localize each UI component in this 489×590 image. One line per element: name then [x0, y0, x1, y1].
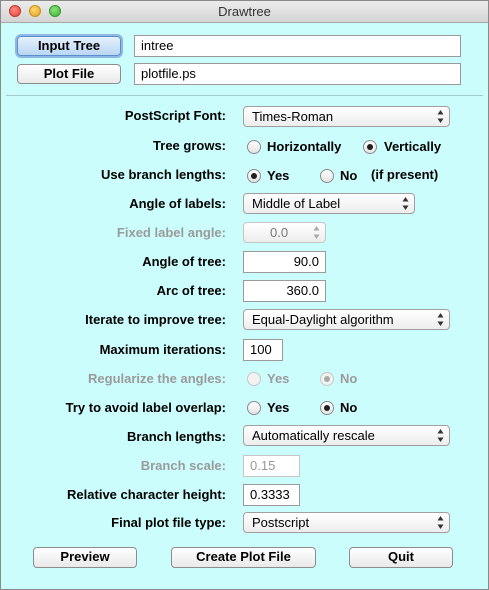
plot-file-button[interactable]: Plot File	[17, 64, 121, 84]
max-iterations-label: Maximum iterations:	[99, 342, 226, 357]
input-tree-button[interactable]: Input Tree	[17, 36, 121, 56]
preview-button[interactable]: Preview	[33, 547, 137, 568]
use-branch-lengths-yes-label: Yes	[267, 168, 290, 183]
regularize-no-radio[interactable]	[320, 372, 334, 386]
fixed-label-angle-label: Fixed label angle:	[116, 225, 226, 240]
angle-of-tree-label: Angle of tree:	[142, 254, 226, 269]
if-present-note: (if present)	[371, 167, 439, 182]
regularize-yes-label: Yes	[267, 371, 290, 386]
avoid-overlap-label: Try to avoid label overlap:	[65, 400, 226, 415]
postscript-font-label: PostScript Font:	[124, 108, 226, 123]
title-bar[interactable]	[1, 1, 488, 23]
popup-arrows-icon	[437, 428, 444, 443]
avoid-overlap-yes-label: Yes	[267, 400, 290, 415]
angle-of-labels-label: Angle of labels:	[129, 196, 226, 211]
iterate-label: Iterate to improve tree:	[85, 312, 226, 327]
fixed-label-angle-value: 0.0	[270, 225, 289, 240]
stepper-arrows-icon	[313, 225, 320, 240]
branch-lengths-label: Branch lengths:	[127, 429, 226, 444]
branch-scale-label: Branch scale:	[140, 458, 226, 473]
angle-of-labels-value: Middle of Label	[252, 196, 341, 211]
tree-grows-vertically-radio[interactable]	[363, 140, 377, 154]
avoid-overlap-no-label: No	[340, 400, 358, 415]
avoid-overlap-yes-radio[interactable]	[247, 401, 261, 415]
branch-lengths-select[interactable]	[243, 425, 450, 446]
branch-scale-field[interactable]: 0.15	[243, 455, 300, 477]
popup-arrows-icon	[437, 312, 444, 327]
angle-of-tree-field[interactable]: 90.0	[243, 251, 326, 273]
angle-of-labels-select[interactable]	[243, 193, 415, 214]
postscript-font-value: Times-Roman	[252, 109, 334, 124]
char-height-label: Relative character height:	[67, 487, 226, 502]
plot-file-type-select[interactable]	[243, 512, 450, 533]
popup-arrows-icon	[437, 109, 444, 124]
popup-arrows-icon	[437, 515, 444, 530]
create-plot-file-button[interactable]: Create Plot File	[171, 547, 316, 568]
postscript-font-select[interactable]	[243, 106, 450, 127]
char-height-field[interactable]: 0.3333	[243, 484, 300, 506]
quit-button[interactable]: Quit	[349, 547, 453, 568]
tree-grows-label: Tree grows:	[153, 138, 226, 153]
plot-file-type-value: Postscript	[252, 515, 310, 530]
section-divider	[6, 95, 483, 96]
max-iterations-field[interactable]: 100	[243, 339, 283, 361]
regularize-label: Regularize the angles:	[88, 371, 226, 386]
regularize-no-label: No	[340, 371, 358, 386]
input-tree-field[interactable]: intree	[134, 35, 461, 57]
arc-of-tree-label: Arc of tree:	[156, 283, 226, 298]
use-branch-lengths-yes-radio[interactable]	[247, 169, 261, 183]
popup-arrows-icon	[402, 196, 409, 211]
arc-of-tree-field[interactable]: 360.0	[243, 280, 326, 302]
tree-grows-vertically-label: Vertically	[384, 139, 442, 154]
branch-lengths-value: Automatically rescale	[252, 428, 375, 443]
tree-grows-horizontally-radio[interactable]	[247, 140, 261, 154]
avoid-overlap-no-radio[interactable]	[320, 401, 334, 415]
plot-file-type-label: Final plot file type:	[111, 515, 226, 530]
iterate-select[interactable]	[243, 309, 450, 330]
use-branch-lengths-label: Use branch lengths:	[101, 167, 226, 182]
iterate-value: Equal-Daylight algorithm	[252, 312, 394, 327]
regularize-yes-radio[interactable]	[247, 372, 261, 386]
use-branch-lengths-no-label: No	[340, 168, 358, 183]
tree-grows-horizontally-label: Horizontally	[267, 139, 342, 154]
window-title: Drawtree	[218, 4, 271, 19]
plot-file-field[interactable]: plotfile.ps	[134, 63, 461, 85]
fixed-label-angle-stepper[interactable]	[243, 222, 326, 243]
use-branch-lengths-no-radio[interactable]	[320, 169, 334, 183]
